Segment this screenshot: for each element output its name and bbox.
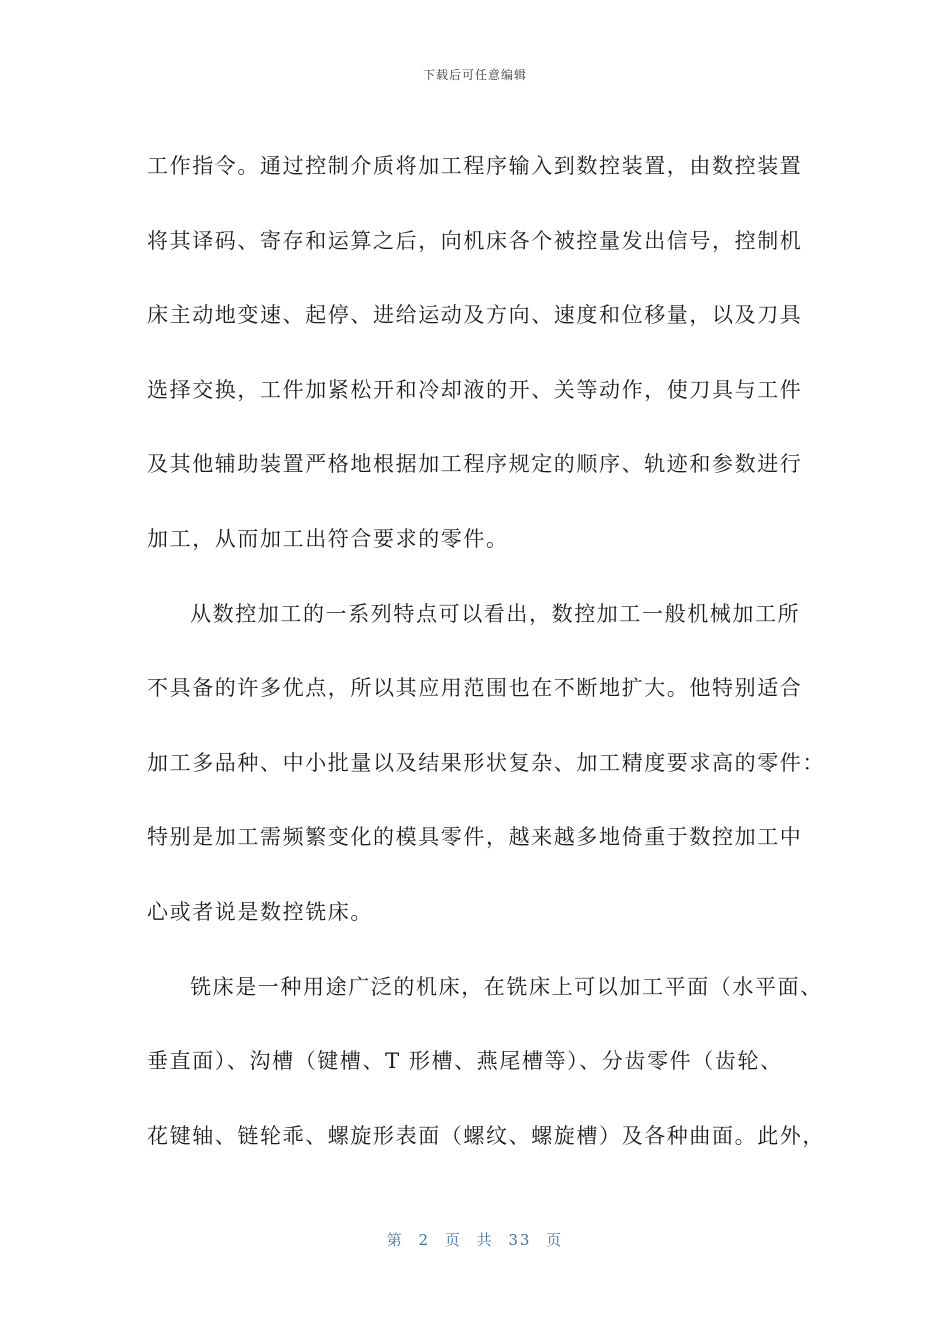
paragraph-line: 床主动地变速、起停、进给运动及方向、速度和位移量，以及刀具	[147, 303, 803, 328]
paragraph-line: 工作指令。通过控制介质将加工程序输入到数控装置，由数控装置	[147, 154, 803, 178]
paragraph-line: 垂直面）、沟槽（键槽、T 形槽、燕尾槽等）、分齿零件（齿轮、	[147, 1049, 783, 1074]
paragraph-line: 铣床是一种用途广泛的机床，在铣床上可以加工平面（水平面、	[190, 974, 823, 999]
paragraph-line: 加工，从而加工出符合要求的零件。	[147, 526, 509, 551]
paragraph-line: 从数控加工的一系列特点可以看出，数控加工一般机械加工所	[190, 601, 801, 626]
paragraph-line: 花键轴、链轮乖、螺旋形表面（螺纹、螺旋槽）及各种曲面。此外，	[147, 1123, 825, 1148]
paragraph-line: 将其译码、寄存和运算之后，向机床各个被控量发出信号，控制机	[147, 228, 803, 253]
paragraph-line: 不具备的许多优点，所以其应用范围也在不断地扩大。他特别适合	[147, 676, 803, 701]
page-header: 下载后可任意编辑	[422, 68, 527, 82]
paragraph-line: 及其他辅助装置严格地根据加工程序规定的顺序、轨迹和参数进行	[147, 452, 803, 477]
paragraph-line: 选择交换，工件加紧松开和冷却液的开、关等动作，使刀具与工件	[147, 377, 803, 402]
paragraph-line: 心或者说是数控铣床。	[147, 899, 373, 924]
page-footer: 第 2 页 共 33 页	[386, 1231, 564, 1249]
paragraph-line: 特别是加工需频繁变化的模具零件，越来越多地倚重于数控加工中	[147, 825, 803, 850]
paragraph-line: 加工多品种、中小批量以及结果形状复杂、加工精度要求高的零件：	[147, 750, 825, 775]
document-body	[147, 129, 825, 1173]
